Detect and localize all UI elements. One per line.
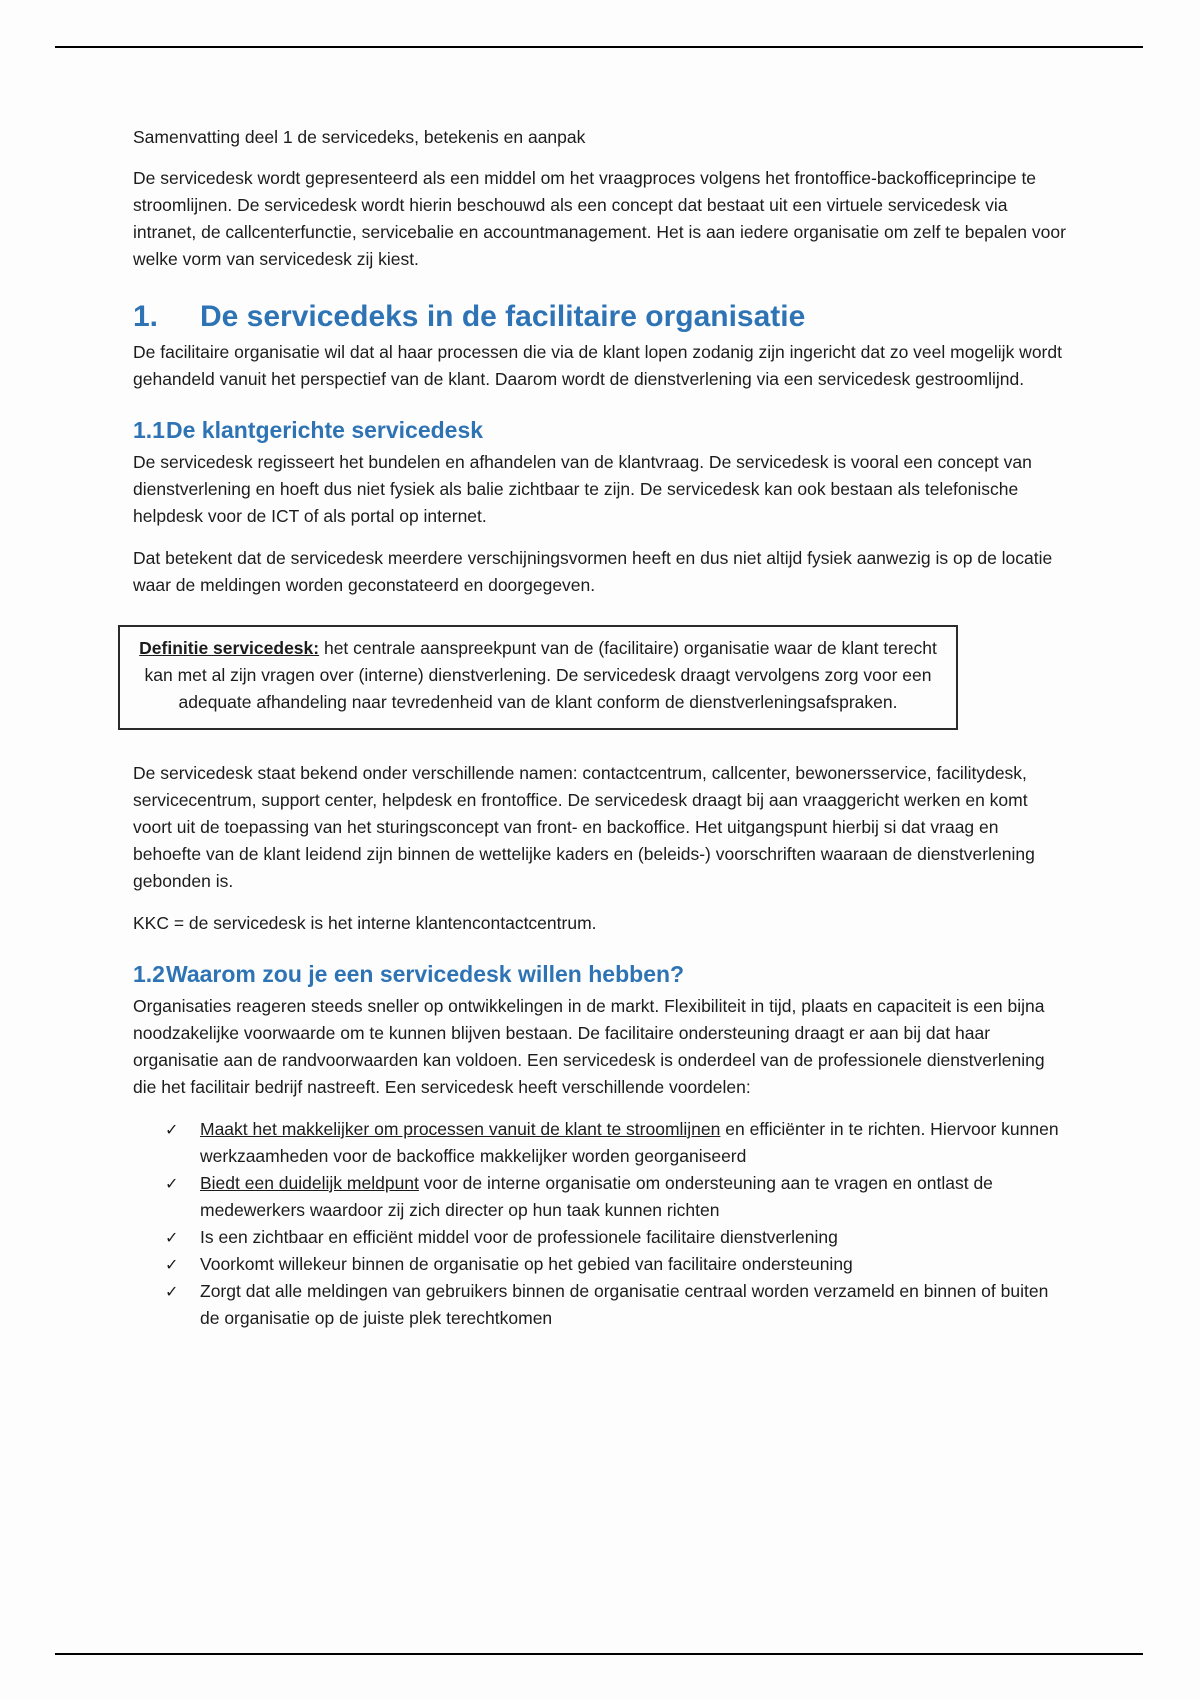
list-item-text	[200, 1116, 1069, 1170]
heading-number: 1.2	[133, 961, 165, 987]
heading-number: 1.	[133, 300, 159, 333]
list-item	[133, 1170, 1069, 1224]
servicedesk-names-paragraph: De servicedesk staat bekend onder verschillende namen: contactcentrum, callcenter, bewonersservice, facilitydesk, servicecentrum, support center, helpdesk en frontoffice. De servicedesk draagt bij aan vraaggericht werken en komt voort uit de toepassing van het sturingsconcept van front- en backoffice. Het uitgangspunt hierbij si dat vraag en behoefte van de klant leidend zijn binnen de wettelijke kaders en (beleids-) voorschriften waaraan de dienstverlening gebonden is.	[133, 763, 1035, 891]
list-item-rest: voor de interne organisatie om ondersteuning aan te vragen en ontlast de medewerkers waardoor zij zich directer op hun taak kunnen richten	[200, 1173, 993, 1220]
list-item	[133, 1224, 1069, 1251]
section-1-2-paragraph: Organisaties reageren steeds sneller op ontwikkelingen in de markt. Flexibiliteit in tijd, plaats en capaciteit is een bijna noodzakelijke voorwaarde om te kunnen blijven bestaan. De facilitaire ondersteuning draagt er aan bij dat haar organisatie aan de randvoorwaarden kan voldoen. Een servicedesk is onderdeel van de professionele dienstverlening die het facilitair bedrijf nastreeft. Een servicedesk heeft verschillende voordelen:	[133, 996, 1045, 1097]
check-icon: ✓	[165, 1282, 179, 1301]
list-item-text	[200, 1251, 1069, 1278]
definition-body: het centrale aanspreekpunt van de (facilitaire) organisatie waar de klant terecht kan met al zijn vragen over (interne) dienstverlening. De servicedesk draagt vervolgens zorg voor een adequate afhandeling naar tevredenheid van de klant conform de dienstverleningsafspraken.	[144, 638, 937, 712]
list-item-text	[200, 1224, 1069, 1251]
page-bottom-border	[55, 1653, 1143, 1655]
list-item-text	[200, 1170, 1069, 1224]
heading-section-1-2	[133, 959, 1069, 989]
list-item-text	[200, 1278, 1069, 1332]
heading-chapter-1	[133, 299, 1069, 335]
list-item-rest: Zorgt dat alle meldingen van gebruikers binnen de organisatie centraal worden verzameld en binnen of buiten de organisatie op de juiste plek terechtkomen	[200, 1281, 1049, 1328]
page-top-border	[55, 46, 1143, 48]
chapter-1-paragraph: De facilitaire organisatie wil dat al haar processen die via de klant lopen zodanig zijn ingericht dat zo veel mogelijk wordt gehandeld vanuit het perspectief van de klant. Daarom wordt de dienstverlening via een servicedesk gestroomlijnd.	[133, 342, 1062, 389]
check-icon: ✓	[165, 1255, 179, 1274]
heading-text: De servicedeks in de facilitaire organisatie	[200, 300, 806, 333]
kkc-line: KKC = de servicedesk is het interne klantencontactcentrum.	[133, 913, 597, 933]
list-item-rest: en efficiënter in te richten. Hiervoor kunnen werkzaamheden voor de backoffice makkelijker worden georganiseerd	[200, 1119, 1059, 1166]
intro-paragraph: De servicedesk wordt gepresenteerd als een middel om het vraagproces volgens het frontoffice-backofficeprincipe te stroomlijnen. De servicedesk wordt hierin beschouwd als een concept dat bestaat uit een virtuele servicedesk via intranet, de callcenterfunctie, servicebalie en accountmanagement. Het is aan iedere organisatie om zelf te bepalen voor welke vorm van servicedesk zij kiest.	[133, 168, 1066, 269]
check-icon: ✓	[165, 1120, 179, 1139]
list-item	[133, 1278, 1069, 1332]
heading-number: 1.1	[133, 417, 165, 443]
check-icon: ✓	[165, 1228, 179, 1247]
list-item-rest: Voorkomt willekeur binnen de organisatie op het gebied van facilitaire ondersteuning	[200, 1254, 853, 1274]
heading-text: De klantgerichte servicedesk	[165, 417, 484, 443]
list-item-rest: Is een zichtbaar en efficiënt middel voor de professionele facilitaire dienstverlening	[200, 1227, 838, 1247]
heading-section-1-1	[133, 415, 1069, 445]
section-1-1-paragraph-2: Dat betekent dat de servicedesk meerdere verschijningsvormen heeft en dus niet altijd fysiek aanwezig is op de locatie waar de meldingen worden geconstateerd en doorgegeven.	[133, 548, 1053, 595]
list-item-underlined: Biedt een duidelijk meldpunt	[200, 1173, 419, 1193]
check-icon: ✓	[165, 1174, 179, 1193]
definition-lead: Definitie servicedesk:	[139, 638, 320, 658]
list-item	[133, 1116, 1069, 1170]
list-item	[133, 1251, 1069, 1278]
document-content	[133, 124, 1069, 1332]
section-1-1-paragraph-1: De servicedesk regisseert het bundelen en afhandelen van de klantvraag. De servicedesk is vooral een concept van dienstverlening en hoeft dus niet fysiek als balie zichtbaar te zijn. De servicedesk kan ook bestaan als telefonische helpdesk voor de ICT of als portal op internet.	[133, 452, 1032, 526]
list-item-underlined: Maakt het makkelijker om processen vanuit de klant te stroomlijnen	[200, 1119, 721, 1139]
doc-subject-line: Samenvatting deel 1 de servicedeks, betekenis en aanpak	[133, 127, 586, 147]
definition-box	[118, 625, 958, 730]
advantages-list	[133, 1116, 1069, 1332]
heading-text: Waarom zou je een servicedesk willen hebben?	[165, 961, 685, 987]
